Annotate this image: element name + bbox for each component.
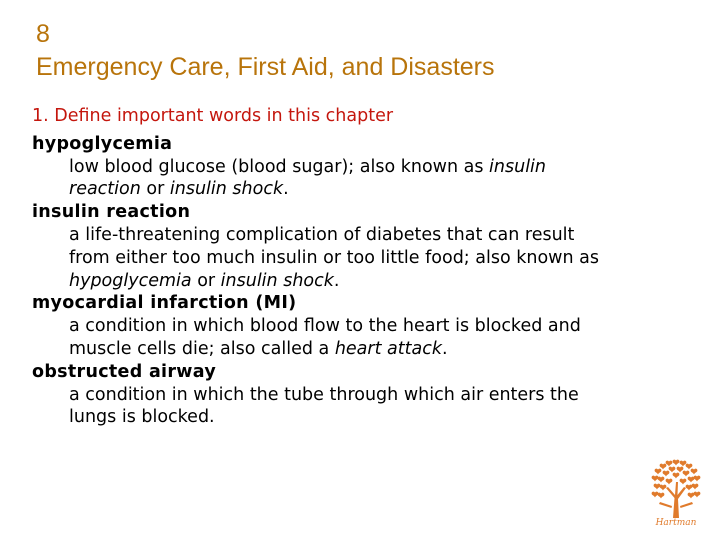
definition-text: muscle cells die; also called a [69,338,335,359]
definition-line [69,178,702,201]
term-hypoglycemia: hypoglycemia [32,133,173,154]
tree-of-hearts-icon [646,458,706,520]
slide-title [36,18,495,84]
definition-text: . [441,338,448,359]
definition-line [69,338,702,361]
definition-italic-text: insulin shock [169,179,284,200]
definition-text: or [191,270,221,291]
slide-content [32,105,702,429]
hartman-logo [646,458,706,530]
section-heading: 1. Define important words in this chapter [32,106,394,126]
definition-text: . [333,270,340,291]
definition-text: . [283,179,289,200]
logo-wordmark: Hartman [655,518,697,528]
definition-text: from either too much insulin or too little food; also known as [69,247,599,268]
term-myocardial-infarction: myocardial infarction (MI) [32,293,297,314]
definition-hypoglycemia [32,156,702,202]
term-obstructed-airway: obstructed airway [32,361,217,382]
definition-insulin-reaction [32,224,702,292]
definition-text: a condition in which blood flow to the heart is blocked and [69,316,581,337]
chapter-name: Emergency Care, First Aid, and Disasters [36,53,495,81]
definition-obstructed-airway [32,384,702,430]
definition-line [69,247,702,270]
definition-italic-text: reaction [69,179,141,200]
definition-line [69,156,702,179]
definition-text: a life-threatening complication of diabetes that can result [69,224,575,245]
definition-text: a condition in which the tube through which air enters the [69,384,579,405]
definition-italic-text: heart attack [334,338,442,359]
definition-text: low blood glucose (blood sugar); also known as [69,156,490,177]
term-insulin-reaction: insulin reaction [32,202,191,223]
definition-line [69,384,702,407]
definition-text: lungs is blocked. [69,407,215,428]
definition-italic-text: insulin shock [220,270,334,291]
definition-italic-text: hypoglycemia [69,270,192,291]
definition-line [69,315,702,338]
definition-text: or [140,179,170,200]
definition-italic-text: insulin [489,156,547,177]
definition-myocardial-infarction [32,315,702,361]
definition-line [69,224,702,247]
chapter-number: 8 [36,20,50,48]
definition-line [69,270,702,293]
definition-line [69,406,702,429]
